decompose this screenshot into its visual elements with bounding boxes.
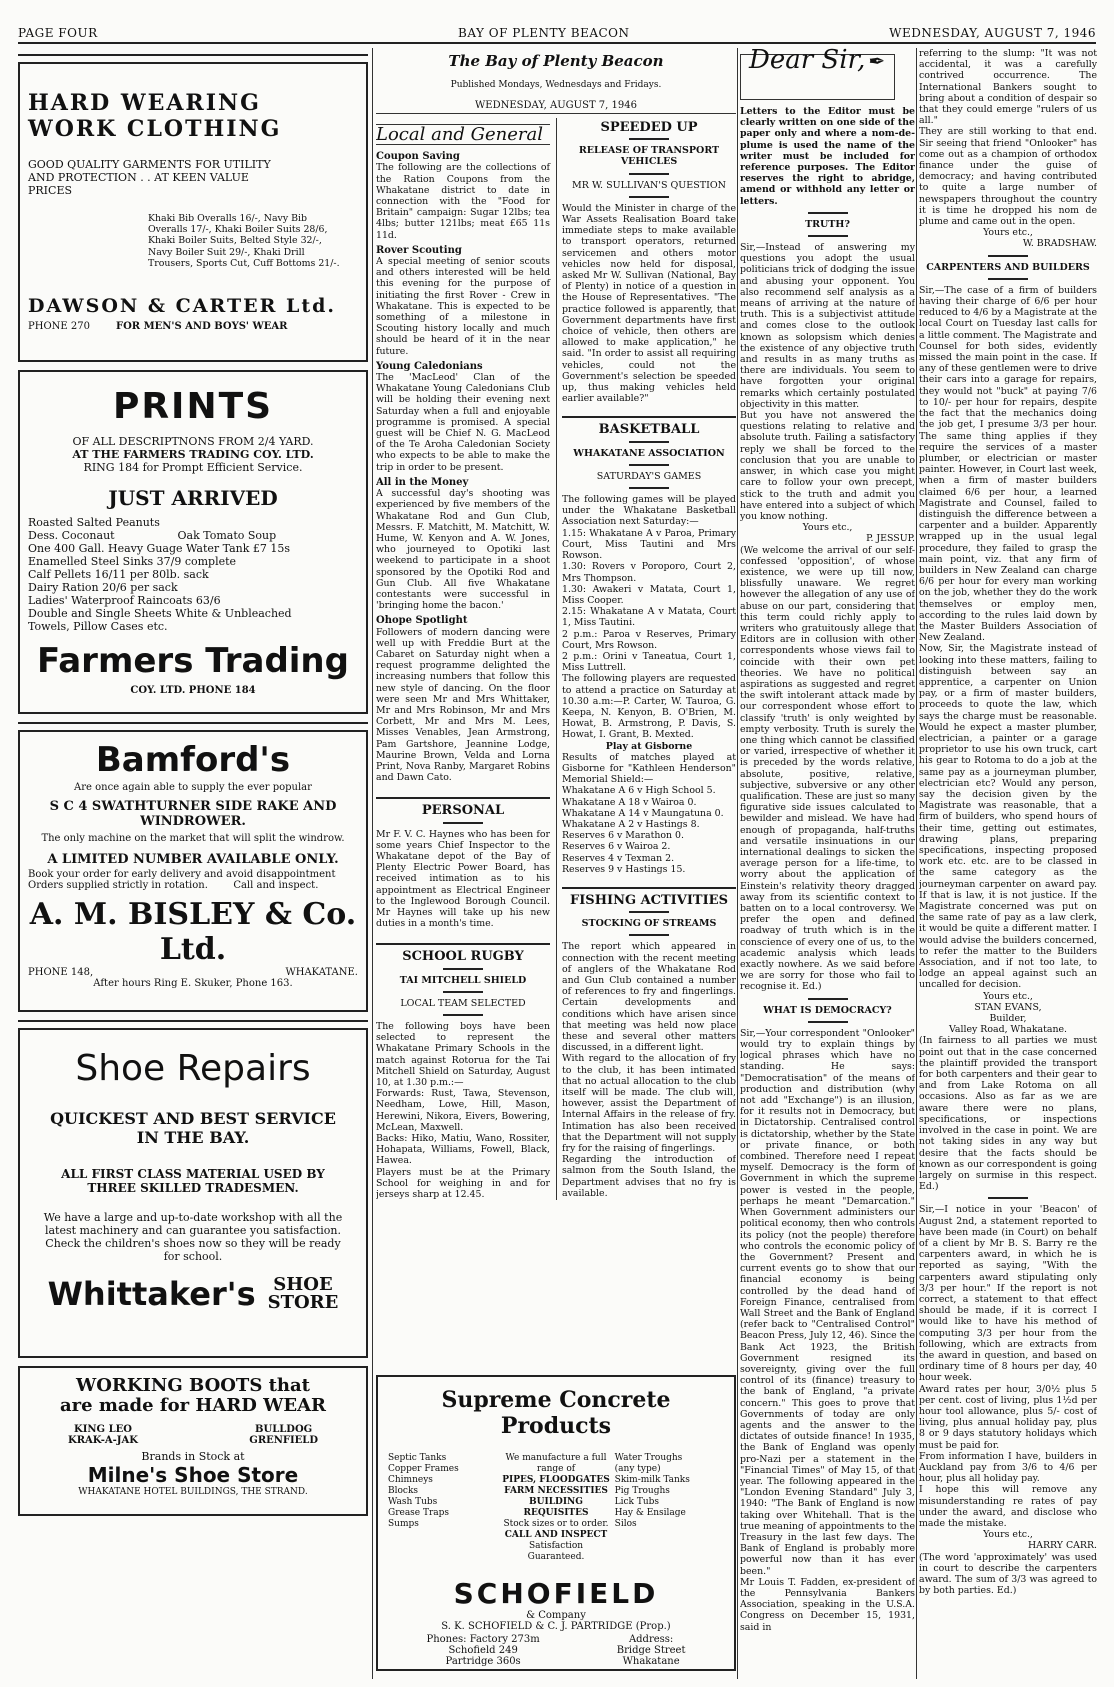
ad-town: WHAKATANE. <box>285 967 358 978</box>
item-text: Regarding the introduction of salmon from the South Island, the Department advises that no fry is available. <box>562 1154 736 1199</box>
ad-line: AT THE FARMERS TRADING COY. LTD. <box>72 448 314 461</box>
result: Whakatane A 2 v Hastings 8. <box>562 818 700 830</box>
ad-body: Khaki Bib Overalls 16/-, Navy Bib Overalls 17/-, Khaki Boiler Suits 28/6, Khaki Boiler Suits, Belted Style 32/-, Navy Boiler Suit 29/-, Khaki Drill Trousers, Sports Cut, Cuff Bottoms 21/-. <box>148 213 340 269</box>
item-text: The 'MacLeod' Clan of the Whakatane Young Caledonians Club will be holding their evening next Saturday when a full and enjoyable programme is promised. A special guest will be Chief N. G. MacLeod of the Te Aroha Caledonian Society who expects to be able to make the trip in order to be present. <box>376 372 550 473</box>
ad-item: Roasted Salted Peanuts <box>28 516 160 529</box>
letter-title: TRUTH? <box>805 218 850 230</box>
product: Pig Troughs <box>614 1486 670 1496</box>
result: Reserves 6 v Marathon 0. <box>562 830 684 842</box>
ad-brand-suffix: SHOE <box>273 1274 333 1295</box>
signature: P. JESSUP. <box>866 533 915 545</box>
ad-item: One 400 Gall. Heavy Guage Water Tank £7 15s <box>28 542 291 555</box>
result: Whakatane A 18 v Wairoa 0. <box>562 796 697 808</box>
letter-title: WHAT IS DEMOCRACY? <box>763 1004 892 1016</box>
item-text: A successful day's shooting was experienced by five members of the Whakatane Rod and Gun Club, Messrs. F. Matchitt, M. Matchitt, W. Hume, W. Kenyon and A. W. Jones, who journeyed to Opotiki last weekend to participate in a shoot sponsored by the Opotiki Rod and Gun Club. All five Whakatane contestants were successful in 'bringing home the bacon.' <box>376 488 550 612</box>
ad-title: WORKING BOOTS that are made for HARD WEAR <box>59 1375 327 1416</box>
signature: STAN EVANS, <box>974 1001 1042 1013</box>
ad-address: Bridge Street <box>616 1645 686 1656</box>
ad-item: Dess. Coconaut Oak Tomato Soup <box>28 529 277 542</box>
item-text: Mr F. V. C. Haynes who has been for some years Chief Inspector to the Whakatane depot of the Bay of Plenty Electric Power Board, has received intimation as to his appointment as Electrical Engineer to the Inglewood Borough Council. Mr Haynes will take up his new duties in a month's time. <box>376 828 550 930</box>
ad-item: Dairy Ration 20/6 per sack <box>28 581 178 594</box>
result: Whakatane A 6 v High School 5. <box>562 785 716 797</box>
ad-item: Double and Single Sheets White & Unbleached <box>28 607 292 620</box>
ad-line: ALL FIRST CLASS MATERIAL USED BY THREE SKILLED TRADESMEN. <box>61 1167 325 1195</box>
ad-brand: Whittaker's <box>47 1275 256 1313</box>
ad-line: S. K. SCHOFIELD & C. J. PARTRIDGE (Prop.) <box>441 1621 671 1632</box>
ad-footer: COY. LTD. PHONE 184 <box>130 685 256 696</box>
brand-name: KRAK-A-JAK <box>68 1435 138 1446</box>
product: Grease Traps <box>388 1508 450 1518</box>
ad-brand: Milne's Shoe Store <box>87 1463 299 1487</box>
letter-text: referring to the slump: "It was not accidental, it was a carefully contrived occurrence. The International Bankers sought to bring about a condition of despair so that they could emerge "rulers of us all." <box>919 48 1097 127</box>
ad-line: Satisfaction Guaranteed. <box>527 1541 585 1562</box>
advert-column <box>18 48 368 1679</box>
ad-tagline: GOOD QUALITY GARMENTS FOR UTILITY AND PROTECTION . . AT KEEN VALUE PRICES <box>28 158 271 197</box>
ad-title: PRINTS <box>112 386 274 427</box>
letters-column <box>740 48 915 1679</box>
product: Silos <box>614 1519 637 1529</box>
paper-date: WEDNESDAY, AUGUST 7, 1946 <box>475 100 637 111</box>
ad-brand: A. M. BISLEY & Co. Ltd. <box>29 897 357 967</box>
ad-line: A LIMITED NUMBER AVAILABLE ONLY. <box>47 852 339 867</box>
ad-title: HARD WEARING <box>28 90 261 116</box>
section-title: SCHOOL RUGBY <box>402 949 524 965</box>
ad-address: WHAKATANE HOTEL BUILDINGS, THE STRAND. <box>78 1487 308 1497</box>
signoff: Yours etc., <box>983 990 1033 1002</box>
product: Lick Tubs <box>614 1497 660 1507</box>
ad-line: The only machine on the market that will split the windrow. <box>41 833 345 844</box>
bamford-ad <box>18 730 368 1012</box>
letter-text: Sir,—Instead of answering my questions you adopt the usual politicians trick of dodging the issue and abusing your opponent. You also recommend self analysis as a means of arriving at the nature of truth. This is a subjectivist attitude and comes close to the outlook known as solopsism which denies the existence of any objective truth and results in as many truths as there are individuals. You seem to have forgotten your original remarks which certainly postulated objectivity in this matter. <box>740 242 915 410</box>
ad-line: Are once again able to supply the ever popular <box>74 782 312 793</box>
letter-text: Now, Sir, the Magistrate instead of looking into these matters, failing to distinguish between say an apprentice, a carpenter on Union pay, or a firm of master builders, proceeds to quote the law, which says the charge must be reasonable. Would he expect a master plumber, electrician, a painter or a garage proprietor to use his own truck, cart his gear to Rotoma to do a job at the same pay as a journeyman plumber, electrician etc? Would any person, say the decision given by the Magistrate was reasonable, that a firm of builders, who spend hours of their time, getting out estimates, drawing plans, preparing specifications, inspecting proposed work etc. etc. are to be classed in the same category as the journeyman carpenter on award pay. If that is law, it is not justice. If the Magistrate concerned was put on the same rate of pay as a law clerk, it would be quite a different matter. I would advise the builders concerned, to refer the matter to the Builders Association, and if not too late, to lodge an appeal against such an uncalled for decision. <box>919 643 1097 991</box>
item-text: Forwards: Rust, Tawa, Stevenson, Needham, Lowe, Hill, Mason, Herewini, Nikora, Eivers, Bowering, McLean, Maxwell. <box>376 1088 550 1133</box>
item-text: The report which appeared in connection with the recent meeting of anglers of the Whakatane Rod and Gun Club contained a number of references to fry and fingerlings. Certain developments and conditions which have arisen since that meeting was held now place these and several other matters discussed, in a different light. <box>562 941 736 1054</box>
signature: Builder, <box>989 1013 1027 1025</box>
signature: W. BRADSHAW. <box>1022 238 1097 250</box>
ad-address: Whakatane <box>622 1656 680 1667</box>
farmers-trading-ad <box>18 370 368 714</box>
ad-line: Stock sizes or to order. <box>503 1519 609 1529</box>
quill-icon: ✒ <box>868 49 886 73</box>
letters-logo: Dear Sir, <box>749 48 866 75</box>
product: Blocks <box>388 1486 419 1496</box>
item-text: The following players are requested to attend a practice on Saturday at 10.30 a.m:—P. Carter, W. Tauroa, G. Keepa, N. Kenyon, B. O'Brien, M. Howat, B. Armstrong, P. Davis, S. Howat, I. Grant, B. Mexted. <box>562 673 736 741</box>
column-rule <box>737 48 738 1679</box>
letter-text: Sir,—I notice in your 'Beacon' of August 2nd, a statement reported to have been made (in Court) on behalf of a client by Mr B. S. Barry re the carpenters award, in which he is reported as saying, "With the carpenters award stipulating only 3/3 per hour." If the report is not correct, a statement to that effect should be made, if it is correct I would like to have his method of computing 3/3 per hour from the following, which are extracts from the award in question, and based on ordinary time of 8 hours per day, 40 hour week. <box>919 1204 1097 1384</box>
section-title: BASKETBALL <box>598 422 700 438</box>
result: Whakatane A 14 v Maungatuna 0. <box>562 807 724 819</box>
supreme-concrete-ad <box>376 1375 736 1671</box>
item-text: The following games will be played under the Whakatane Basketball Association next Saturday:— <box>562 494 736 528</box>
ad-title: Bamford's <box>95 740 291 780</box>
section-subtitle: STOCKING OF STREAMS <box>581 918 717 930</box>
page-number: PAGE FOUR <box>18 26 98 40</box>
editor-note: (The word 'approximately' was used in court to describe the carpenters award. The sum of 3/3 was agreed to by both parties. Ed.) <box>919 1551 1097 1597</box>
shoe-repairs-ad <box>18 1028 368 1358</box>
ad-brand: DAWSON & CARTER Ltd. <box>28 295 337 318</box>
signature: HARRY CARR. <box>1028 1540 1097 1552</box>
item-heading: Rover Scouting <box>376 244 462 256</box>
section-label: SATURDAY'S GAMES <box>596 470 702 482</box>
ad-item: Enamelled Steel Sinks 37/9 complete <box>28 555 237 568</box>
product: Copper Frames <box>388 1464 459 1474</box>
signature: Valley Road, Whakatane. <box>948 1024 1068 1036</box>
item-text: A special meeting of senior scouts and others interested will be held this evening for the purpose of initiating the first Rover - Crew in Whakatane. This is expected to be something of a milestone in Scouting history locally and much should be heard of it in the near future. <box>376 256 550 357</box>
item-text: Followers of modern dancing were well up with Freddie Burt at the Cabaret on Saturday night when a request programme delighted the increasing numbers that follow this new style of dancing. On the floor were seen Mr and Mrs Whittaker, Mr and Mrs Robinson, Mr and Mrs Corbett, Mr and Mrs M. Lees, Misses Venables, Jean Armstrong, Pam Gartshore, Jeannine Lodge, Maurine Brown, Velda and Lorna Print, Nova Ranby, Margaret Robins and Dawn Cato. <box>376 626 550 784</box>
ad-phone: PHONE 270 <box>28 321 90 333</box>
ad-line: PIPES, FLOODGATES <box>502 1475 610 1485</box>
fixture: 2 p.m.: Paroa v Reserves, Primary Court, Mrs Rowson. <box>562 628 736 651</box>
page-header <box>18 24 1096 44</box>
ad-subtitle: JUST ARRIVED <box>108 486 278 510</box>
brand-name: GRENFIELD <box>249 1435 318 1446</box>
ad-brand-suffix: STORE <box>267 1292 339 1313</box>
ad-line: range of <box>536 1464 576 1474</box>
ad-brand: SCHOFIELD <box>453 1577 659 1610</box>
letter-text: From information I have, builders in Auckland pay from 3/6 to 4/6 per hour, plus all holiday pay. <box>919 1450 1097 1485</box>
column-rule <box>372 48 373 1679</box>
fixture: 1.30: Awakeri v Matata, Court 1, Miss Cooper. <box>562 583 736 606</box>
item-heading: Coupon Saving <box>376 151 460 163</box>
product: Hay & Ensilage <box>614 1508 686 1518</box>
product: Skim-milk Tanks <box>614 1475 690 1485</box>
ad-line: Book your order for early delivery and avoid disappointment <box>28 869 336 880</box>
product: Sumps <box>388 1519 419 1529</box>
item-heading: All in the Money <box>376 476 469 488</box>
publication-days: Published Mondays, Wednesdays and Fridays. <box>450 80 662 90</box>
result: Reserves 6 v Wairoa 2. <box>562 841 671 853</box>
ad-item: Ladies' Waterproof Raincoats 63/6 <box>28 594 221 607</box>
ad-title: Products <box>500 1413 612 1439</box>
letter-text: I hope this will remove any misunderstanding re rates of pay under the award, and disclose who made the mistake. <box>919 1484 1097 1529</box>
letters-notice: Letters to the Editor must be clearly written on one side of the paper only and where a nom-de-plume is used the name of the writer must be included for reference purposes. The Editor reserves the right to abridge, amend or withhold any letter or letters. <box>740 106 915 207</box>
product: Water Troughs <box>614 1453 683 1463</box>
fixture: 1.15: Whakatane A v Paroa, Primary Court, Miss Tautini and Mrs Rowson. <box>562 527 736 562</box>
item-text: Would the Minister in charge of the War Assets Realisation Board take immediate steps to make available to transport operators, returned servicemen and others motor vehicles now held for disposal, asked Mr W. Sullivan (National, Bay of Plenty) in notice of a question in the House of Representatives. "The practice followed is apparently, that Government departments have first choice of vehicle, then others are allowed to make application," he said. "In order to assist all requiring vehicles, could not the Government's selection be speeded up, thus making vehicles held earlier available?" <box>562 202 736 405</box>
section-title: SPEEDED UP <box>600 120 698 135</box>
section-title: PERSONAL <box>421 803 505 819</box>
local-general-section <box>376 118 550 1200</box>
section-subtitle: RELEASE OF TRANSPORT VEHICLES <box>578 145 720 168</box>
result: Reserves 4 v Texman 2. <box>562 852 675 864</box>
section-title: FISHING ACTIVITIES <box>570 892 728 908</box>
item-text: The following are the collections of the Ration Coupons from the Whakatane district to date in connection with the "Food for Britain" campaign: Sugar 12lbs; tea 4lbs; butter 121lbs; meat £65 11s 11d. <box>376 162 550 241</box>
ad-line: We have a large and up-to-date workshop with all the latest machinery and can guarantee you satisfaction. Check the children's shoes now so they will be ready for school. <box>43 1211 343 1263</box>
result: Reserves 9 v Hastings 15. <box>562 863 686 875</box>
letter-text: Mr Louis T. Fadden, ex-president of the Pennsylvania Bankers Association, speaking in the U.S.A. Congress on December 15, 1931, said in <box>740 1576 915 1633</box>
ad-line: FARM NECESSITIES <box>504 1486 608 1496</box>
item-text: With regard to the allocation of fry to the club, it has been intimated that no actual allocation to the club itself will be made. The club will, however, assist the Department of Internal Affairs in the release of fry. Intimation has also been received that the Department will not supply fry for the raising of fingerlings. <box>562 1053 736 1155</box>
product: Wash Tubs <box>388 1497 438 1507</box>
product: (any type) <box>614 1464 661 1474</box>
letter-text: They are still working to that end. Sir seeing that friend "Onlooker" has come out as a champion of orthodox finance under the guise of democracy; and having contributed to quite a large number of newspapers throughout the country it is time he dropped his nom de plume and came out in the open. <box>919 126 1097 228</box>
masthead: BAY OF PLENTY BEACON <box>458 26 630 40</box>
product-table <box>388 1453 724 1563</box>
fixture: 2 p.m.: Orini v Taneatua, Court 1, Miss Luttrell. <box>562 650 736 674</box>
ad-line: BUILDING REQUISITES <box>523 1497 589 1518</box>
section-label: LOCAL TEAM SELECTED <box>400 997 526 1009</box>
sports-section <box>556 118 736 1200</box>
ad-phone: Phones: Factory 273m <box>426 1634 540 1645</box>
section-subtitle: WHAKATANE ASSOCIATION <box>573 447 725 459</box>
item-text: Players must be at the Primary School for weighing in and for jerseys sharp at 12.45. <box>376 1166 550 1201</box>
ad-line: QUICKEST AND BEST SERVICE IN THE BAY. <box>50 1109 336 1147</box>
fixture: 1.30: Rovers v Poroporo, Court 2, Mrs Thompson. <box>562 561 736 584</box>
ad-line: We manufacture a full <box>505 1453 607 1463</box>
ad-line: Brands in Stock at <box>141 1450 245 1463</box>
ad-title: Supreme Concrete <box>441 1387 671 1413</box>
product: Septic Tanks <box>388 1453 447 1463</box>
item-text: Results of matches played at Gisborne for "Kathleen Henderson" Memorial Shield:— <box>562 751 736 786</box>
item-heading: Play at Gisborne <box>605 740 693 752</box>
item-heading: Ohope Spotlight <box>376 615 468 627</box>
milne-shoe-store-ad <box>18 1366 368 1516</box>
brand-name: KING LEO <box>74 1424 132 1435</box>
ad-phone: Schofield 249 <box>448 1645 518 1656</box>
paper-title: The Bay of Plenty Beacon <box>448 52 664 70</box>
fixture: 2.15: Whakatane A v Matata, Court 1, Miss Tautini. <box>562 606 736 629</box>
ad-item-list <box>28 516 358 633</box>
brand-name: BULLDOG <box>255 1424 313 1435</box>
ad-line: RING 184 for Prompt Efficient Service. <box>83 461 303 474</box>
ad-item: Calf Pellets 16/11 per 80lb. sack <box>28 568 209 581</box>
ad-line: After hours Ring E. Skuker, Phone 163. <box>93 978 293 989</box>
signoff: Yours etc., <box>983 1529 1033 1541</box>
ad-title: Shoe Repairs <box>75 1048 311 1089</box>
ad-address: Address: <box>628 1634 674 1645</box>
ad-brand: Farmers Trading <box>37 641 349 681</box>
section-label: MR W. SULLIVAN'S QUESTION <box>572 179 726 191</box>
ad-slogan: FOR MEN'S AND BOYS' WEAR <box>115 321 288 333</box>
signoff: Yours etc., <box>983 227 1033 239</box>
section-subtitle: TAI MITCHELL SHIELD <box>399 974 527 986</box>
ad-line: CALL AND INSPECT <box>504 1530 608 1540</box>
ad-phone: PHONE 148, <box>28 967 94 978</box>
section-title: Local and General <box>376 124 550 145</box>
signoff: Yours etc., <box>802 522 853 534</box>
item-text: The following boys have been selected to represent the Whakatane Primary Schools in the match against Rotorua for the Tai Mitchell Shield on Saturday, August 10, at 1.30 p.m.:— <box>376 1021 550 1089</box>
letter-text: Sir,—Your correspondent "Onlooker" would try to explain things by logical phrases which have no standing. He says: "Democratisation" of the means of production and distribution (why not add "Exchange") is an illusion, for it results not in Democracy, but in Dictatorship. Centralised control is dictatorship, whether by the State or private finance, or both combined. Therefore need I repeat myself. Democracy is the form of Government in which the supreme power is vested in the people, perhaps he meant "Demarcation." When Government administers our political economy, then who controls its policy (not the people) therefore who controls the economic policy of the Government? Present and current events go to show that our financial economy is being controlled by the dead hand of Foreign Finance, centralised from Wall Street and the Bank of England (refer back to "Centralised Control" Beacon Press, July 12, 46). Since the Bank Act 1923, the British Government resigned its sovereignty, giving over the full control of its (finance) treasury to the bank of England, "a private concern." This goes to prove that Governments of today are only agents and the answer to the dictates of outside finance! In 1935, the Bank of England was openly pro-Nazi per a statement in the "Financial Times" of May 15, of that year. The following appeared in the "London Evening Standard" July 3, 1940: "The Bank of England is now taking over Whitehall. That is the true meaning of appointments to the Treasury in the last few days. The Bank of England is probably more powerful now than it has ever been." <box>740 1027 915 1577</box>
ad-line: Orders supplied strictly in rotation. Call and inspect. <box>28 880 319 891</box>
dawson-carter-ad <box>18 62 368 362</box>
ad-phone: Partridge 360s <box>445 1656 521 1667</box>
item-heading: Young Caledonians <box>376 360 483 372</box>
letter-text: Award rates per hour, 3/0½ plus 5 per cent. cost of living, plus 1½d per hour tool allowance, plus 5/- cost of living, plus annual holiday pay, plus 8 or 9 days statutory holidays which must be paid for. <box>919 1383 1097 1451</box>
news-column <box>376 48 736 1679</box>
product: Chimneys <box>388 1475 433 1485</box>
letters-column-continued <box>919 48 1097 1679</box>
letter-text: But you have not answered the questions relating to relative and absolute truth. Failing a satisfactory reply we shall be forced to the conclusion that you are unable to answer, in which case you might care to follow your own precept, stick to the truth and admit you have entered into a subject of which you know nothing. <box>740 410 915 522</box>
editor-note: (We welcome the arrival of our self-confessed 'opposition', of whose existence, we were up till now, blissfully unaware. We regret however the allegation of any use of abuse on our part, considering that this term could richly apply to writers who gratuitously allege that Editors are in collusion with other correspondents whose views fail to coincide with their own pet theories. We have no political aspirations as suggested and regret the swift intolerant attack made by our correspondent whose effort to classify 'truth' is only weighted by empty verbosity. Truth is surely the one thing which cannot be classified or varied, irrespective of whether it is preceded by the words relative, absolute, positive, relative, subjective, subversive or any other qualification. These are just so many figurative side issues calculated to bewilder and mislead. We have had enough of propaganda, half-truths and versatile insinuations in our international dealings to sicken the average person for a life-time, to worry about the application of Einstein's relativity theory dragged away from its scientific context to batten on to a local controversy. We prefer the open and defined roadway of truth which is in the conscience of every one of us, to the academic analysis which leads exactly nowhere. As we said before we are sorry for those who fail to recognise it. Ed.) <box>740 544 915 993</box>
letter-text: Sir,—The case of a firm of builders having their charge of 6/6 per hour reduced to 4/6 by a Magistrate at the local Court on Tuesday last calls for a little comment. The Magistrate and Counsel for both sides, evidently missed the main point in the case. If any of these gentlemen were to drive their cars into a garage for repairs, they would not "buck" at paying 7/6 to 10/- per hour for repairs, despite the fact that the mechanics doing the job get, I presume 3/3 per hour. The same thing applies if they require the services of a master plumber, or electrician or master painter. However, in Court last week, when a firm of master builders claimed 6/6 per hour, a learned Magistrate and Counsel, failed to distinguish the difference between a carpenter and a builder. Apparently wrapped up in the usual legal procedure, they failed to grasp the main point, viz. that any firm of builders in New Zealand can charge 6/6 per hour for every man working on the job, whether they do the work themselves or employ men, according to the rules laid down by the Master Builders Association of New Zealand. <box>919 284 1097 644</box>
ad-title: WORK CLOTHING <box>28 116 282 142</box>
column-rule <box>916 48 917 1679</box>
editor-note: (In fairness to all parties we must point out that in the case concerned the plaintiff provided the transport for both carpenters and their gear to and from Lake Rotoma on all occasions. Also as far as we are aware there were no plans, specifications, or inspections involved in the case in point. We are not taking sides in any way but desire that the facts should be known as our correspondent is going largely on surmise in this respect. Ed.) <box>919 1035 1097 1193</box>
header-date: WEDNESDAY, AUGUST 7, 1946 <box>889 26 1096 40</box>
letter-title: CARPENTERS AND BUILDERS <box>926 261 1090 273</box>
item-text: Backs: Hiko, Matiu, Wano, Rossiter, Hohapata, Williams, Fowell, Black, Hawea. <box>376 1133 550 1167</box>
ad-line: S C 4 SWATHTURNER SIDE RAKE AND WINDROWER. <box>49 799 337 829</box>
ad-line: OF ALL DESCRIPTNONS FROM 2/4 YARD. <box>72 435 314 448</box>
ad-item: Towels, Pillow Cases etc. <box>28 620 168 633</box>
ad-line: & Company <box>526 1610 586 1621</box>
